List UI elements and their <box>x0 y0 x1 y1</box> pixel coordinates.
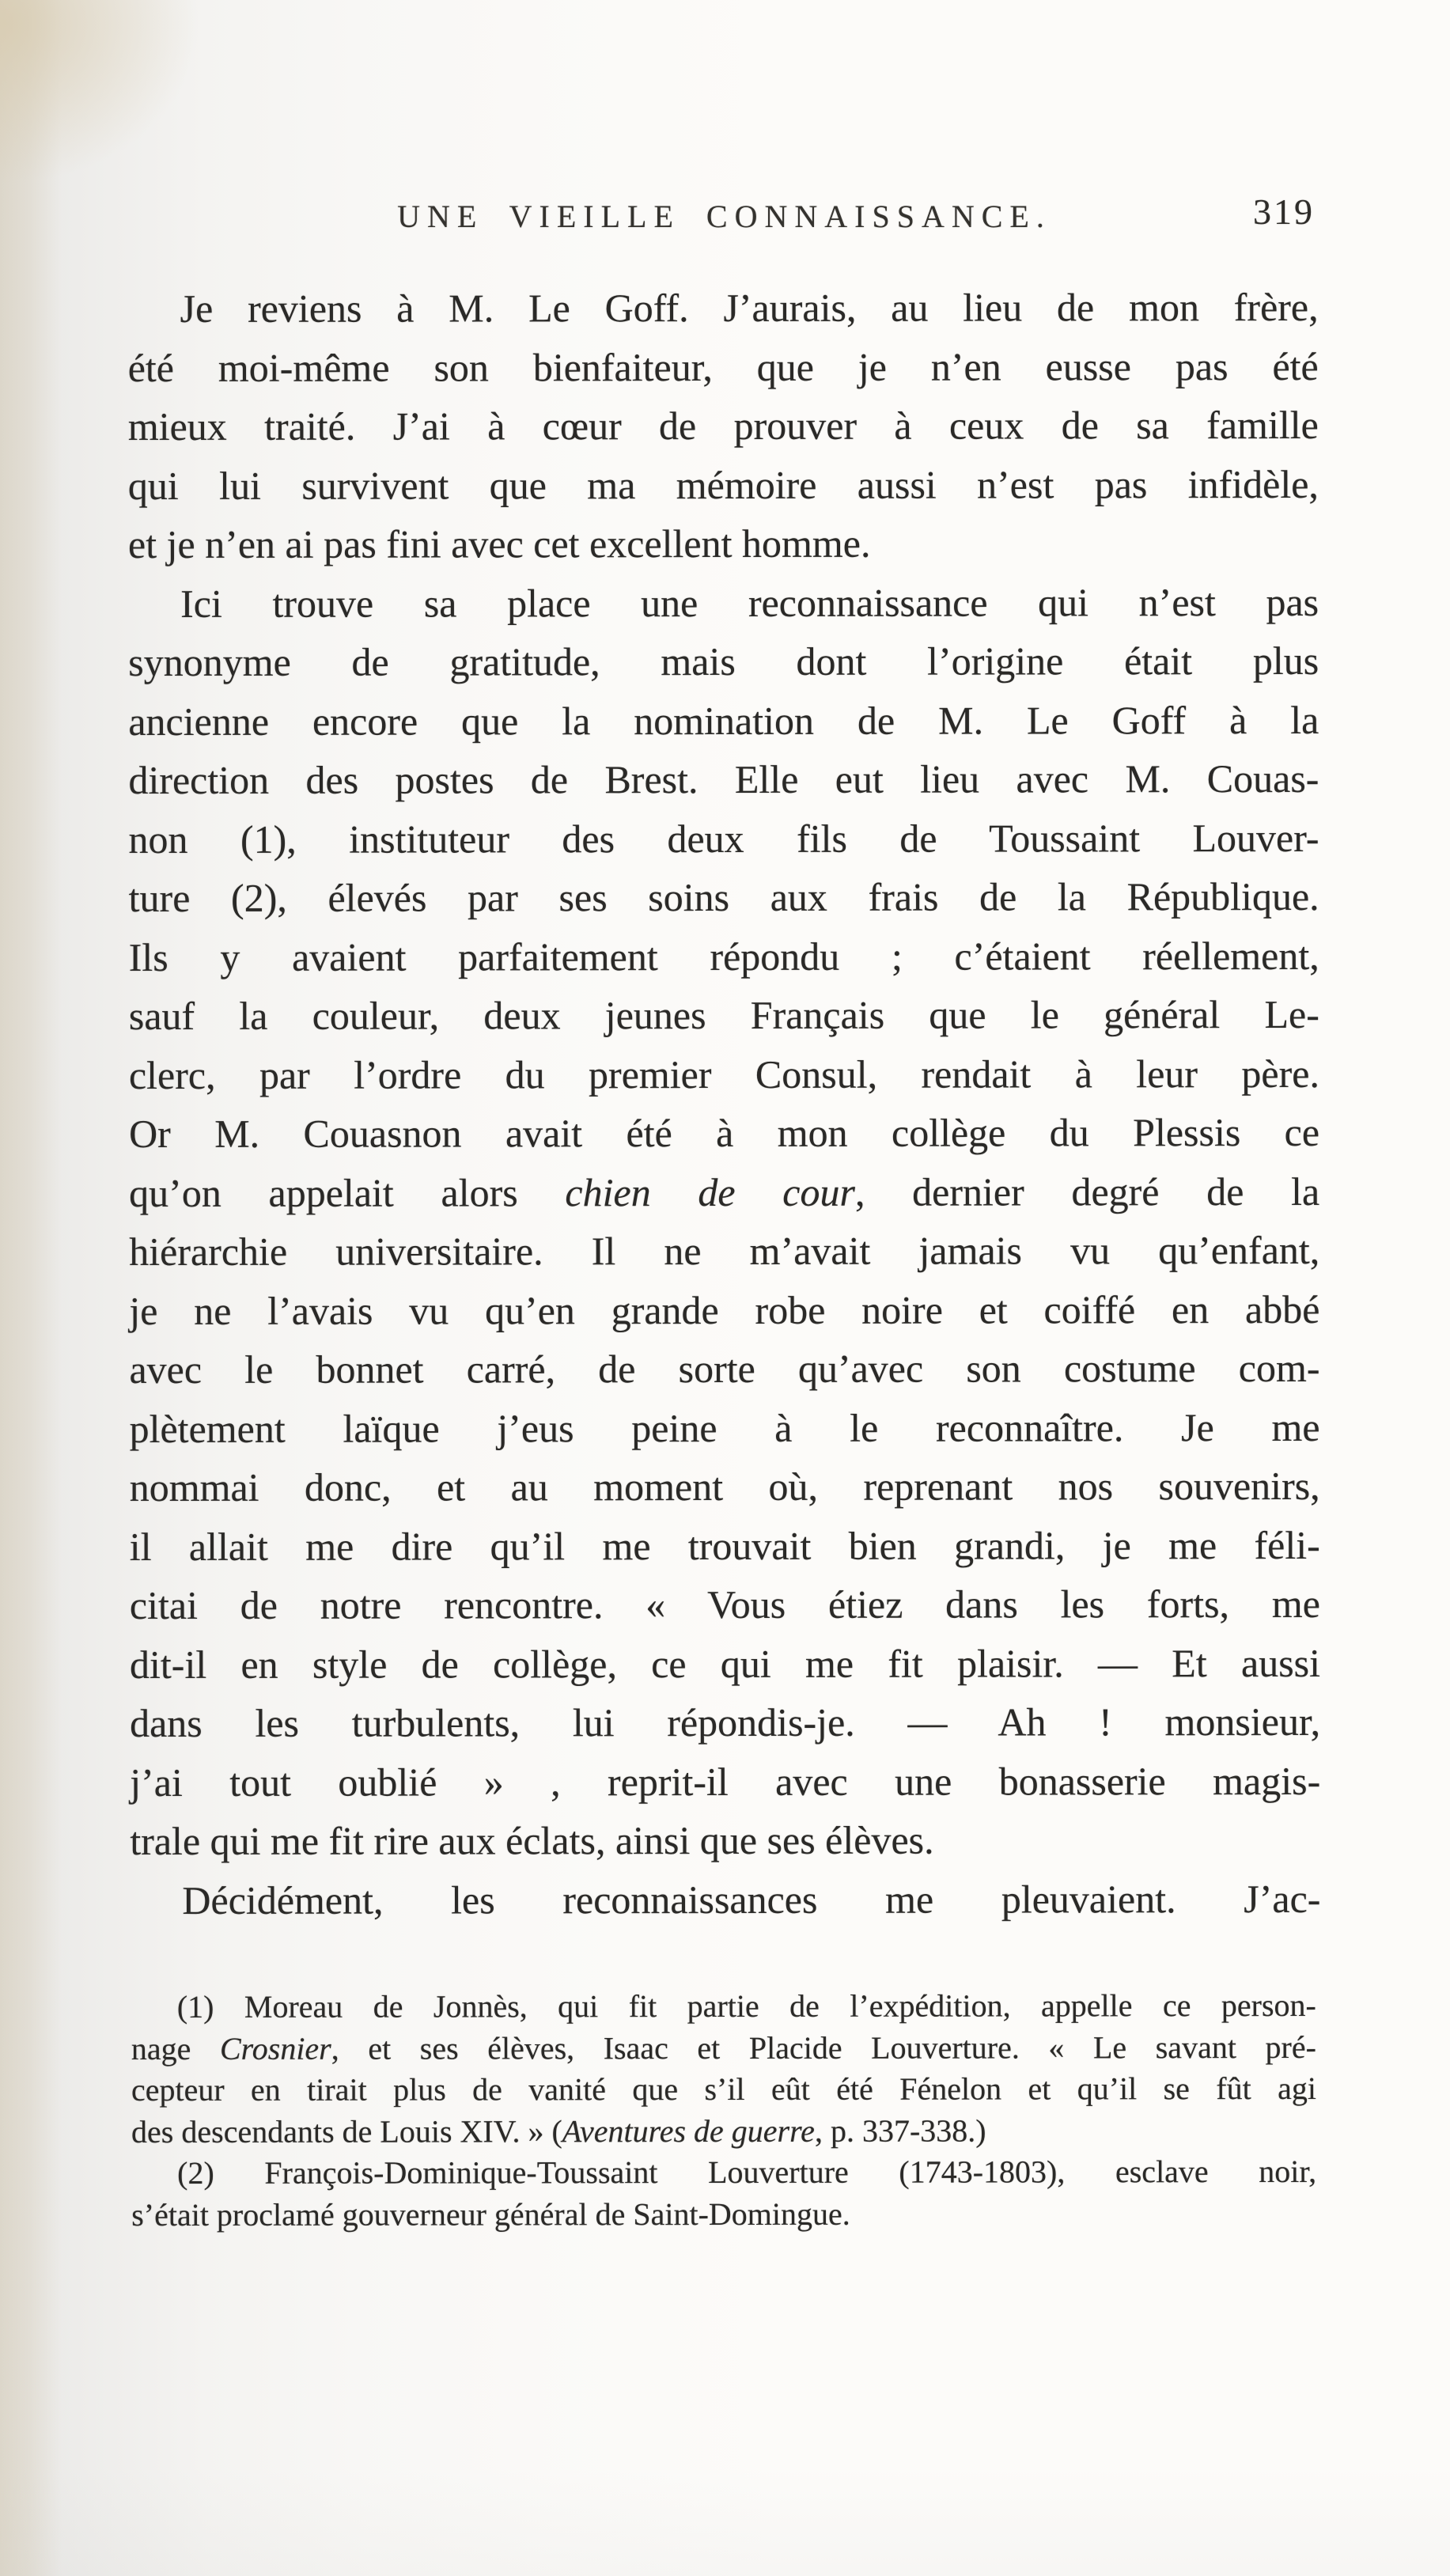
text-line <box>130 1810 1320 1871</box>
text-line <box>130 1397 1320 1458</box>
text-line <box>128 572 1319 633</box>
text-run: et je n’en ai pas fini avec cet excellent homme. <box>127 521 871 567</box>
text-line <box>129 1339 1319 1400</box>
italic-text-run: Aventures de guerre <box>562 2112 815 2149</box>
body-text <box>128 278 1321 1930</box>
text-run: clerc, par l’ordre du premier Consul, rendait à leur père. <box>128 1051 1319 1097</box>
text-run: non (1), instituteur des deux fils de Toussaint Louver- <box>128 815 1319 862</box>
running-head <box>129 191 1319 242</box>
text-line <box>128 278 1319 339</box>
text-run: Je reviens à M. Le Goff. J’aurais, au lieu de mon frère, <box>180 284 1319 331</box>
text-line <box>130 1574 1320 1635</box>
text-run: nommai donc, et au moment où, reprenant nos souvenirs, <box>129 1463 1320 1510</box>
text-line <box>128 336 1319 397</box>
italic-text-run: Crosnier <box>219 2030 331 2066</box>
text-run: Décidément, les reconnaissances me pleuvaient. J’ac- <box>182 1876 1321 1923</box>
text-line <box>129 1221 1319 1282</box>
text-line <box>129 1279 1319 1340</box>
text-run: sauf la couleur, deux jeunes Français que le général Le- <box>128 991 1319 1039</box>
text-run: trale qui me fit rire aux éclats, ainsi que ses élèves. <box>130 1817 934 1864</box>
text-run: plètement laïque j’eus peine à le reconnaître. Je me <box>129 1404 1320 1451</box>
running-title: UNE VIEILLE CONNAISSANCE. <box>397 199 1051 234</box>
text-line <box>128 396 1319 456</box>
paragraph <box>130 1869 1320 1930</box>
text-run: ancienne encore que la nomination de M. Le Goff à la <box>128 697 1319 744</box>
text-run: dit-il en style de collège, ce qui me fit plaisir. — Et aussi <box>129 1640 1321 1687</box>
text-run: qu’on appelait alors <box>129 1169 566 1215</box>
text-run: , et ses élèves, Isaac et Placide Louverture. « Le savant pré- <box>331 2029 1316 2066</box>
italic-text-run: chien de cour <box>565 1169 855 1214</box>
text-run: nage <box>131 2030 220 2066</box>
text-run: Ici trouve sa place une reconnaissance qui n’est pas <box>180 579 1319 626</box>
text-line <box>129 1103 1319 1164</box>
text-run: mieux traité. J’ai à cœur de prouver à ceux de sa famille <box>127 402 1319 449</box>
text-run: dans les turbulents, lui répondis-je. — Ah ! monsieur, <box>130 1699 1321 1746</box>
paragraph <box>131 2151 1316 2236</box>
text-line <box>130 1457 1320 1517</box>
text-run: (1) Moreau de Jonnès, qui fit partie de l’expédition, appelle ce person- <box>176 1987 1316 2025</box>
text-line <box>128 513 1319 574</box>
paragraph <box>131 1985 1316 2153</box>
text-run: j’ai tout oublié » , reprit-il avec une bonasserie magis- <box>130 1758 1321 1805</box>
text-run: Ils y avaient parfaitement répondu ; c’étaient réellement, <box>128 933 1319 979</box>
text-line <box>128 454 1319 515</box>
text-run: avec le bonnet carré, de sorte qu’avec son costume com- <box>129 1345 1320 1392</box>
text-run: cepteur en tirait plus de vanité que s’il eût été Fénelon et qu’il se fût agi <box>131 2070 1316 2108</box>
text-line <box>128 749 1319 810</box>
text-line <box>129 1044 1319 1104</box>
text-run: , p. 337-338.) <box>814 2112 986 2149</box>
text-line <box>131 2151 1316 2195</box>
text-run: synonyme de gratitude, mais dont l’origine était plus <box>128 638 1319 685</box>
paragraph <box>128 278 1319 574</box>
text-line <box>128 808 1319 869</box>
text-line <box>128 690 1319 751</box>
text-run: , dernier degré de la <box>854 1169 1320 1214</box>
text-line <box>131 2109 1316 2153</box>
text-run: des descendants de Louis XIV. » ( <box>131 2112 562 2150</box>
text-run: je ne l’avais vu qu’en grande robe noire et coiffé en abbé <box>129 1286 1320 1333</box>
text-run: Or M. Couasnon avait été à mon collège du Plessis ce <box>129 1109 1320 1157</box>
text-run: il allait me dire qu’il me trouvait bien grandi, je me féli- <box>129 1522 1320 1569</box>
text-line <box>128 631 1319 692</box>
text-line <box>130 1869 1320 1930</box>
text-line <box>131 2026 1316 2070</box>
text-line <box>129 926 1319 987</box>
text-run: hiérarchie universitaire. Il ne m’avait jamais vu qu’enfant, <box>129 1227 1320 1275</box>
text-line <box>129 867 1319 928</box>
text-line <box>130 1515 1320 1576</box>
text-run: qui lui survivent que ma mémoire aussi n’est pas infidèle, <box>127 461 1319 508</box>
paragraph <box>128 572 1320 1870</box>
text-line <box>130 1692 1320 1753</box>
text-line <box>129 985 1319 1046</box>
text-line <box>130 1751 1320 1812</box>
footnotes <box>131 1985 1316 2236</box>
text-line <box>131 2068 1316 2112</box>
text-line <box>131 2192 1316 2236</box>
text-run: s’était proclamé gouverneur général de Saint-Domingue. <box>131 2195 850 2233</box>
text-line <box>130 1633 1320 1694</box>
page-number: 319 <box>1253 191 1315 232</box>
text-run: citai de notre rencontre. « Vous étiez dans les forts, me <box>129 1581 1320 1628</box>
text-run: (2) François-Dominique-Toussaint Louverture (1743-1803), esclave noir, <box>177 2153 1317 2191</box>
text-run: direction des postes de Brest. Elle eut lieu avec M. Couas- <box>128 756 1319 803</box>
text-line <box>129 1161 1319 1222</box>
text-line <box>131 1985 1316 2029</box>
text-run: été moi-même son bienfaiteur, que je n’en eusse pas été <box>127 343 1319 390</box>
text-run: ture (2), élevés par ses soins aux frais de la République. <box>128 873 1319 921</box>
